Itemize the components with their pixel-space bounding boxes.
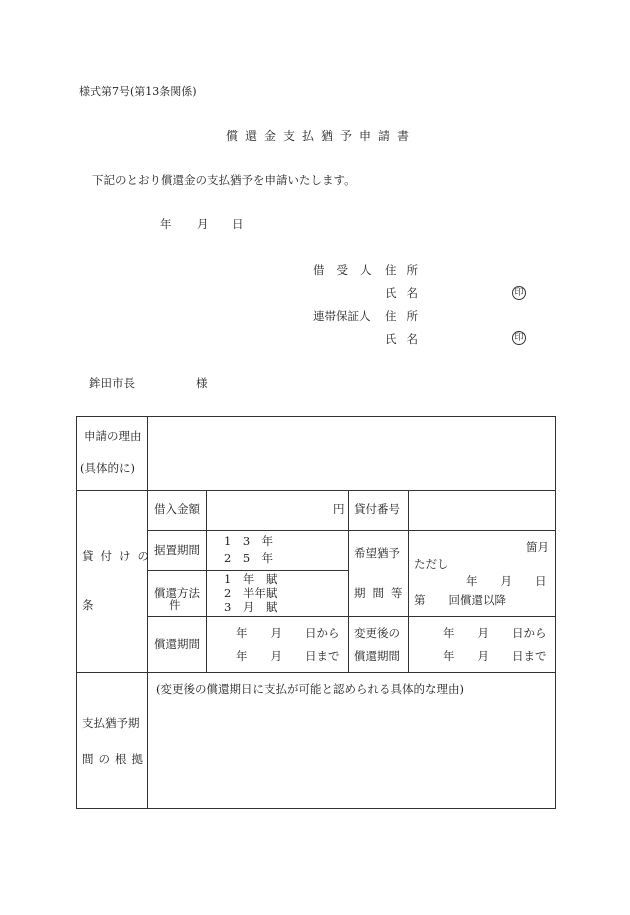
from-installment: 第 回償還以降 bbox=[414, 593, 506, 607]
guarantor-label: 連帯保証人 bbox=[313, 309, 371, 323]
date-day: 日 bbox=[232, 217, 244, 231]
loan-amount-label: 借入金額 bbox=[154, 502, 200, 516]
guarantor-name-label: 氏名 bbox=[385, 332, 428, 346]
yen-unit: 円 bbox=[333, 502, 345, 516]
seal-icon: 印 bbox=[512, 331, 526, 345]
period-to: 年 月 日まで bbox=[236, 649, 340, 663]
conditions-label: 貸付けの bbox=[82, 549, 156, 563]
borrower-seal bbox=[512, 286, 526, 300]
recipient-name: 鉾田市長 bbox=[89, 376, 135, 390]
changed-period-label-2: 償還期間 bbox=[354, 649, 400, 663]
loan-number-label: 貸付番号 bbox=[354, 502, 400, 516]
borrower-address-label: 住所 bbox=[385, 263, 428, 277]
intro-text: 下記のとおり償還金の支払猶予を申請いたします。 bbox=[92, 173, 356, 187]
repayment-method-label: 償還方法 bbox=[154, 586, 200, 600]
repayment-period-label: 償還期間 bbox=[154, 637, 200, 651]
date-month: 月 bbox=[197, 217, 209, 231]
guarantor-seal bbox=[512, 331, 526, 345]
seal-icon: 印 bbox=[512, 286, 526, 300]
repayment-option-2: 2 半年賦 bbox=[224, 586, 278, 600]
basis-label-2: 間の根拠 bbox=[82, 752, 148, 766]
document-title: 償還金支払猶予申請書 bbox=[226, 129, 417, 143]
deferment-option-1: 1 3 年 bbox=[224, 534, 274, 548]
guarantor-address-label: 住所 bbox=[385, 309, 428, 323]
months-unit: 箇月 bbox=[526, 540, 549, 554]
recipient-honorific: 様 bbox=[196, 376, 208, 390]
however-text: ただし bbox=[414, 557, 449, 571]
reason-label-note: (具体的に) bbox=[80, 461, 135, 475]
repayment-option-3: 3 月 賦 bbox=[224, 600, 278, 614]
form-number: 様式第7号(第13条関係) bbox=[79, 85, 197, 98]
borrower-name-label: 氏名 bbox=[385, 286, 428, 300]
repayment-option-1: 1 年 賦 bbox=[224, 572, 278, 586]
deferment-label: 据置期間 bbox=[154, 543, 200, 557]
deferment-date: 年 月 日 bbox=[466, 574, 547, 588]
changed-period-label: 変更後の bbox=[354, 626, 400, 640]
changed-period-to: 年 月 日まで bbox=[443, 649, 547, 663]
period-from: 年 月 日から bbox=[236, 626, 340, 640]
basis-label: 支払猶予期 bbox=[82, 716, 140, 730]
borrower-label: 借受人 bbox=[313, 263, 384, 277]
desired-deferment-label: 希望猶予 bbox=[354, 546, 400, 560]
desired-deferment-label-2: 期間等 bbox=[354, 586, 410, 600]
deferment-option-2: 2 5 年 bbox=[224, 551, 274, 565]
date-year: 年 bbox=[160, 217, 172, 231]
conditions-label-2: 条 件 bbox=[82, 598, 213, 612]
basis-note: (変更後の償還期日に支払が可能と認められる具体的な理由) bbox=[156, 682, 464, 696]
reason-label: 申請の理由 bbox=[84, 429, 142, 443]
changed-period-from: 年 月 日から bbox=[443, 626, 547, 640]
